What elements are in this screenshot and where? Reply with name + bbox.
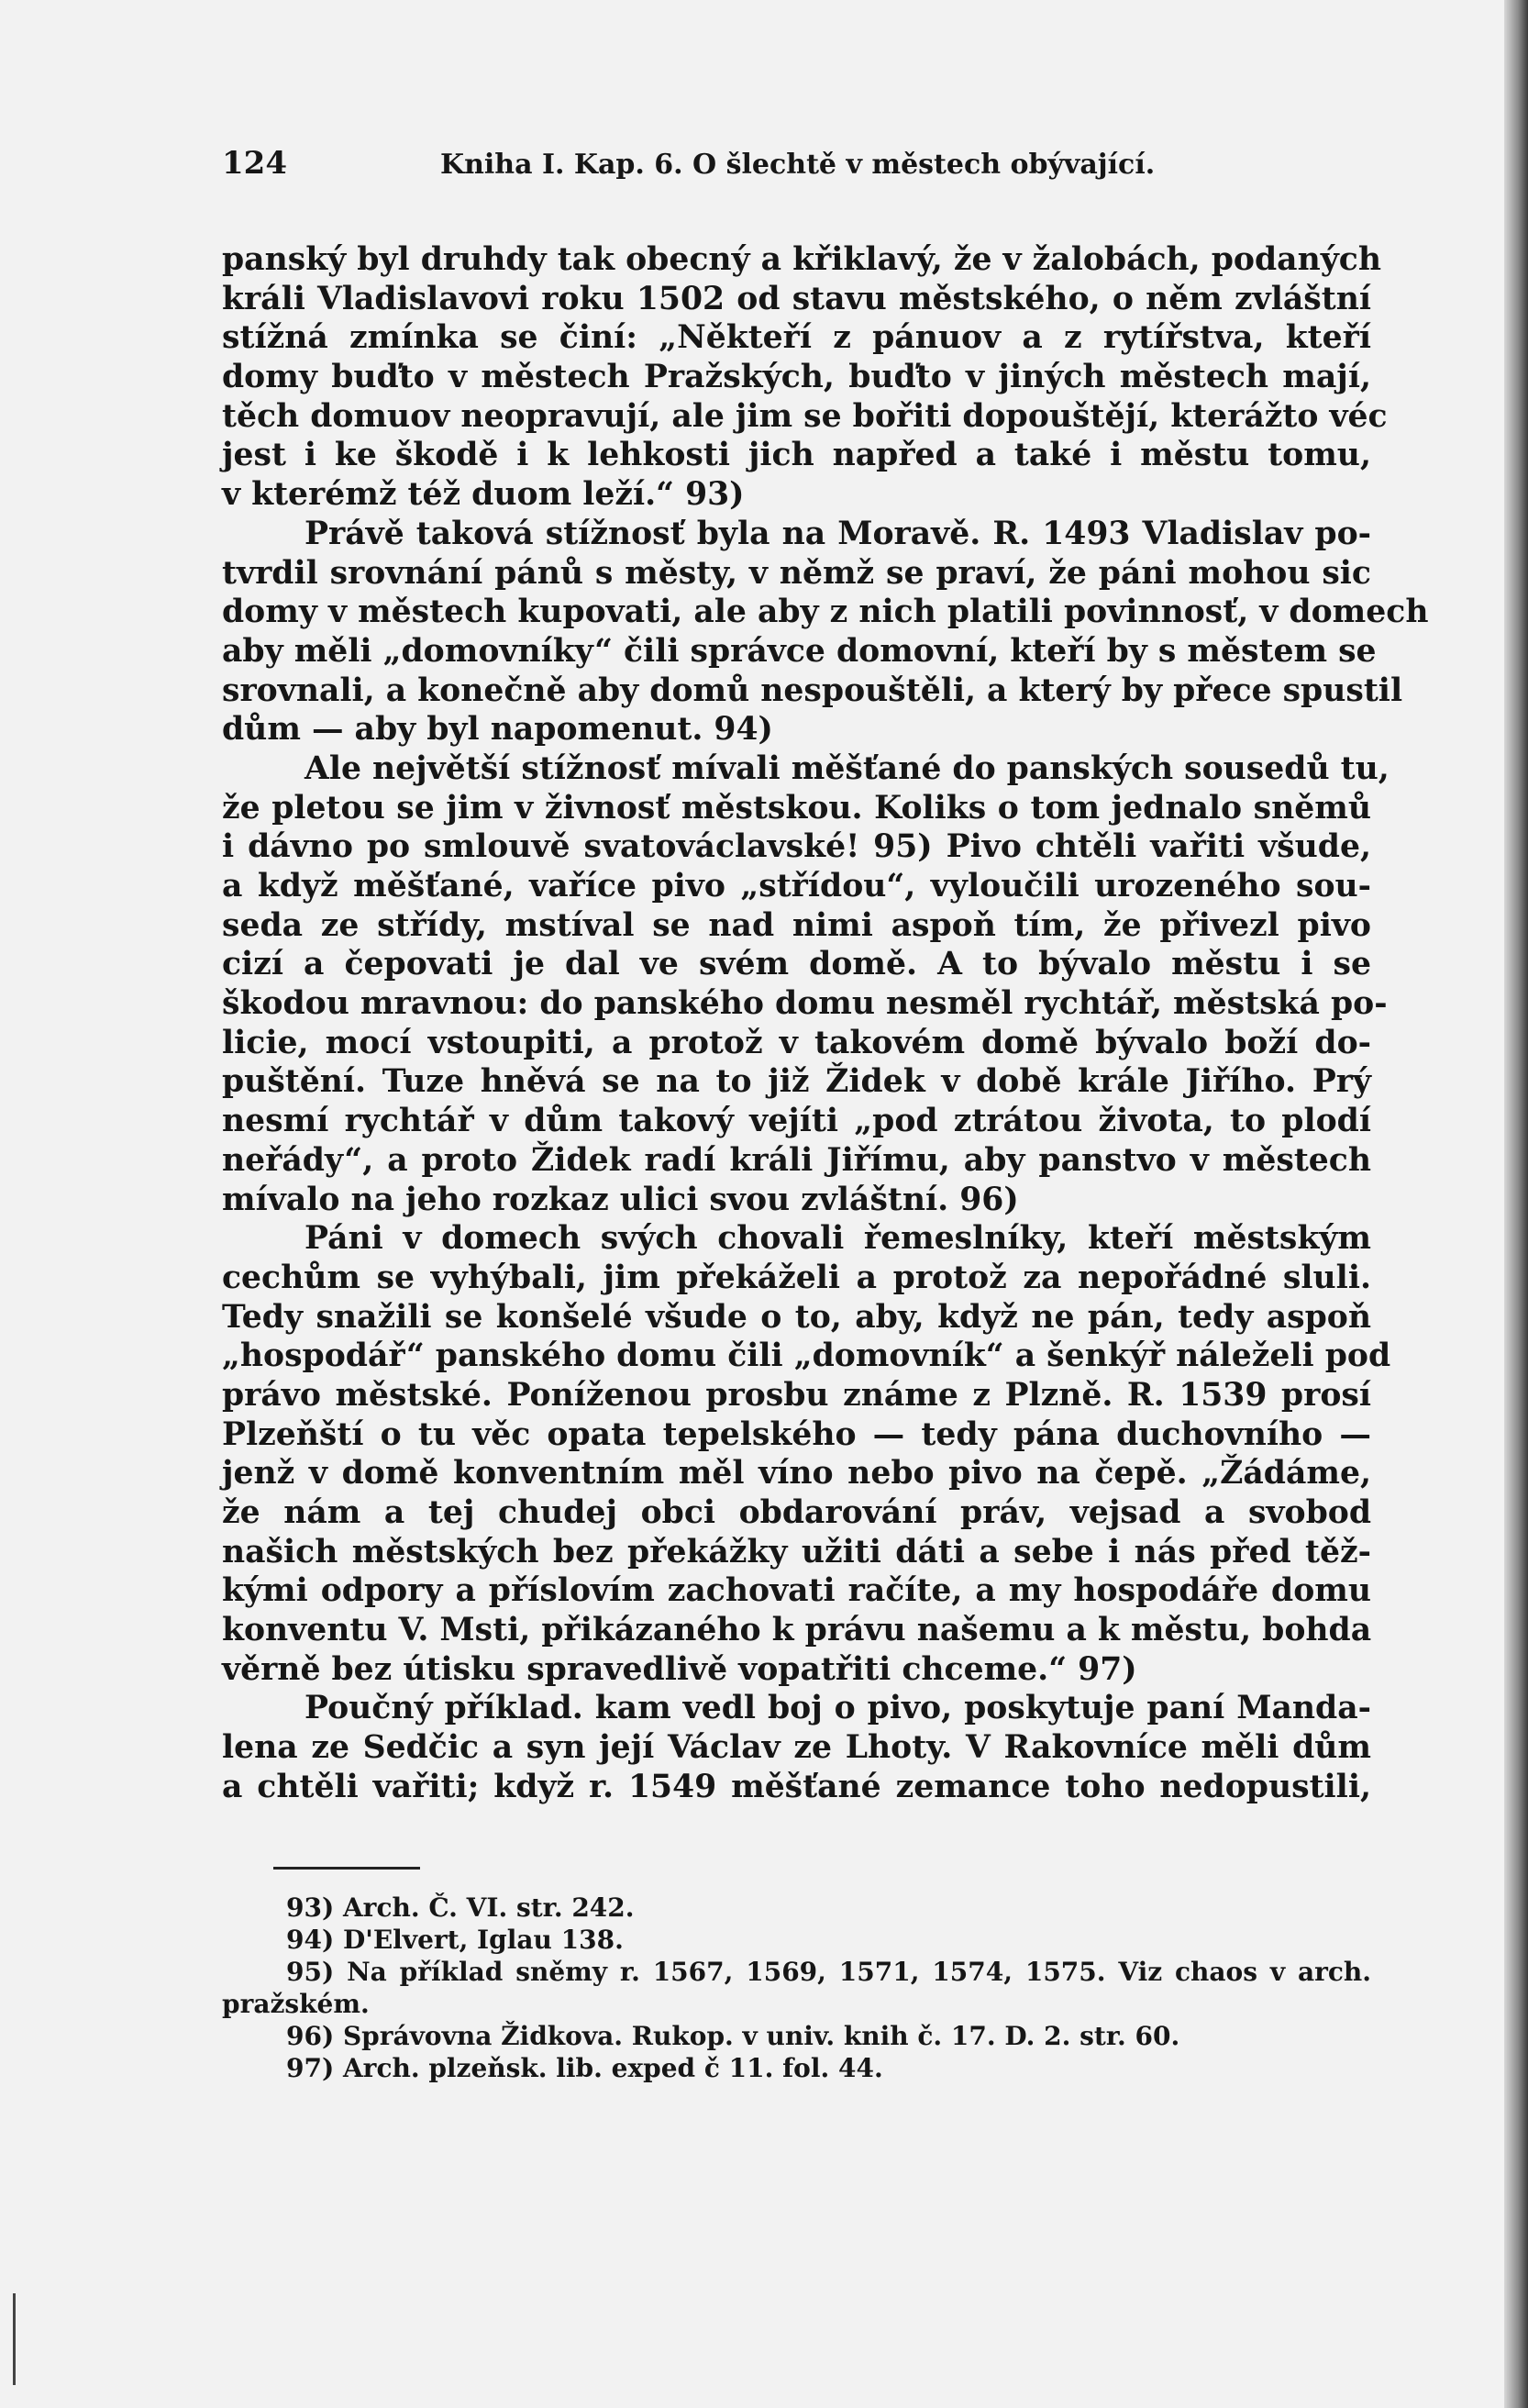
text-line: že nám a tej chudej obci obdarování práv, vejsad a svobod	[222, 1494, 1371, 1531]
text-line: Poučný příklad. kam vedl boj o pivo, poskytuje paní Manda-	[304, 1690, 1371, 1727]
text-line: kými odpory a příslovím zachovati račíte, a my hospodáře domu	[222, 1572, 1371, 1610]
text-line: cechům se vyhýbali, jim překáželi a protož za nepořádné sluli.	[222, 1259, 1371, 1296]
text-line: našich městských bez překážky užiti dáti a sebe i nás před těž-	[222, 1533, 1371, 1570]
footnote: 95) Na příklad sněmy r. 1567, 1569, 1571, 1574, 1575. Viz chaos v arch.	[286, 1957, 1371, 1987]
footnote: 97) Arch. plzeňsk. lib. exped č 11. fol. 44.	[286, 2053, 883, 2083]
text-line: lena ze Sedčic a syn její Václav ze Lhoty. V Rakovníce měli dům	[222, 1729, 1371, 1767]
text-line: srovnali, a konečně aby domů nespouštěli, a který by přece spustil	[222, 671, 1403, 709]
text-line: že pletou se jim v živnosť městskou. Koliks o tom jednalo sněmů	[222, 789, 1371, 827]
text-line: právo městské. Poníženou prosbu známe z Plzně. R. 1539 prosí	[222, 1376, 1371, 1414]
text-line: tvrdil srovnání pánů s městy, v němž se praví, že páni mohou sic	[222, 554, 1371, 592]
page-number: 124	[222, 145, 287, 182]
text-line: puštění. Tuze hněvá se na to již Židek v době krále Jiřího. Prý	[222, 1063, 1371, 1101]
footnote: 96) Správovna Židkova. Rukop. v univ. knih č. 17. D. 2. str. 60.	[286, 2021, 1180, 2051]
text-line: Plzeňští o tu věc opata tepelského — tedy pána duchovního —	[222, 1415, 1371, 1453]
text-line: cizí a čepovati je dal ve svém domě. A to bývalo městu i se	[222, 946, 1371, 983]
footnote: 93) Arch. Č. VI. str. 242.	[286, 1892, 635, 1923]
text-line: jest i ke škodě i k lehkosti jich napřed a také i městu tomu,	[222, 437, 1371, 474]
text-line: a když měšťané, vaříce pivo „střídou“, vyloučili urozeného sou-	[222, 868, 1371, 904]
text-line: věrně bez útisku spravedlivě vopatřiti chceme.“ 97)	[222, 1650, 1137, 1688]
text-line: i dávno po smlouvě svatováclavské! 95) Pivo chtěli vařiti všude,	[222, 828, 1371, 866]
footnote: 94) D'Elvert, Iglau 138.	[286, 1925, 624, 1955]
body-text	[222, 240, 1429, 1807]
text-line: nesmí rychtář v dům takový vejíti „pod ztrátou života, to plodí	[222, 1103, 1371, 1140]
text-line: škodou mravnou: do panského domu nesměl rychtář, městská po-	[222, 985, 1388, 1023]
text-line: mívalo na jeho rozkaz ulici svou zvláštní. 96)	[222, 1181, 1019, 1218]
text-line: a chtěli vařiti; když r. 1549 měšťané zemance toho nedopustili,	[222, 1768, 1371, 1805]
text-line: panský byl druhdy tak obecný a křiklavý, že v žalobách, podaných	[222, 241, 1381, 278]
footnote-divider	[273, 1867, 420, 1870]
text-line: Právě taková stížnosť byla na Moravě. R. 1493 Vladislav po-	[304, 515, 1371, 552]
footnote-continuation: pražském.	[222, 1989, 370, 2019]
text-line: stížná zmínka se činí: „Někteří z pánuov a z rytířstva, kteří	[222, 319, 1371, 357]
footnotes	[222, 1892, 1371, 2084]
running-head: Kniha I. Kap. 6. O šlechtě v městech obývající.	[440, 149, 1156, 181]
text-line: jenž v domě konventním měl víno nebo pivo na čepě. „Žádáme,	[222, 1455, 1371, 1493]
text-line: dům — aby byl napomenut. 94)	[222, 711, 773, 749]
scan-mark	[13, 2293, 16, 2385]
text-line: aby měli „domovníky“ čili správce domovní, kteří by s městem se	[222, 632, 1377, 670]
text-line: licie, mocí vstoupiti, a protož v takovém domě bývalo boží do-	[222, 1024, 1371, 1061]
text-line: těch domuov neopravují, ale jim se bořiti dopouštějí, kterážto véc	[222, 397, 1388, 435]
text-line: neřády“, a proto Židek radí králi Jiřímu, aby panstvo v městech	[222, 1141, 1371, 1179]
text-line: v kterémž též duom leží.“ 93)	[222, 476, 745, 514]
text-line: Páni v domech svých chovali řemeslníky, kteří městským	[304, 1220, 1371, 1258]
text-line: domy v městech kupovati, ale aby z nich platili povinnosť, v domech	[222, 594, 1429, 631]
text-line: „hospodář“ panského domu čili „domovník“ a šenkýř náleželi pod	[222, 1337, 1391, 1375]
text-line: králi Vladislavovi roku 1502 od stavu městského, o něm zvláštní	[222, 280, 1371, 317]
text-line: domy buďto v městech Pražských, buďto v jiných městech mají,	[222, 359, 1371, 396]
text-line: konventu V. Msti, přikázaného k právu našemu a k městu, bohda	[222, 1612, 1372, 1649]
text-line: Tedy snažili se konšelé všude o to, aby, když ne pán, tedy aspoň	[222, 1298, 1371, 1336]
text-line: Ale největší stížnosť mívali měšťané do panských sousedů tu,	[304, 749, 1390, 787]
text-line: seda ze střídy, mstíval se nad nimi aspoň tím, že přivezl pivo	[222, 906, 1371, 944]
scan-edge	[1504, 0, 1528, 2408]
page-header	[222, 145, 1371, 187]
